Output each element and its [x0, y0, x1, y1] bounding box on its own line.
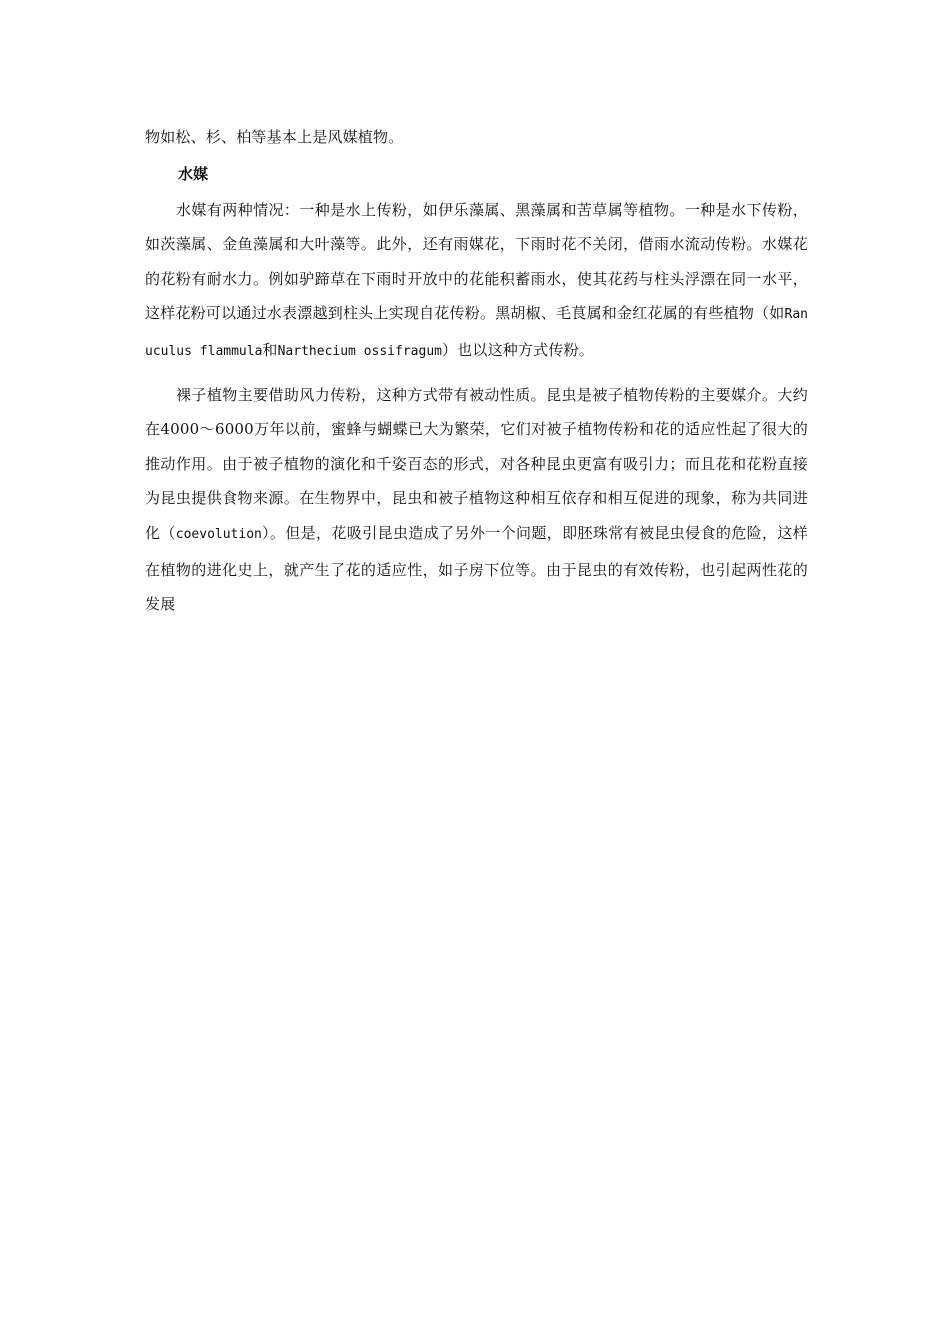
water-pollination-paragraph	[145, 193, 808, 370]
latin-term: coevolution	[175, 526, 262, 542]
intro-line: 物如松、杉、柏等基本上是风媒植物。	[145, 128, 404, 146]
gymnosperm-pollination-paragraph	[145, 378, 808, 622]
latin-species-name: Ranuculus flammula	[145, 307, 808, 359]
document-page	[145, 120, 808, 622]
paragraph-text: 和	[262, 340, 278, 359]
section-heading-water-pollination: 水媒	[178, 164, 209, 183]
latin-species-name: Narthecium ossifragum	[277, 343, 442, 359]
paragraph-text: 水媒有两种情况：一种是水上传粉，如伊乐藻属、黑藻属和苦草属等植物。一种是水下传粉，如茨藻属、金鱼藻属和大叶藻等。此外，还有雨媒花，下雨时花不关闭，借雨水流动传粉。水媒花的花粉有耐水力。例如驴蹄草在下雨时开放中的花能积蓄雨水，使其花药与柱头浮漂在同一水平，这样花粉可以通过水表漂越到柱头上实现自花传粉。黑胡椒、毛茛属和金红花属的有些植物（如	[145, 200, 808, 323]
paragraph-text: ）也以这种方式传粉。	[441, 340, 594, 359]
paragraph-text: 裸子植物主要借助风力传粉，这种方式带有被动性质。昆虫是被子植物传粉的主要媒介。大约在4000～6000万年以前，蜜蜂与蝴蝶已大为繁荣，它们对被子植物传粉和花的适应性起了很大的推动作用。由于被子植物的演化和千姿百态的形式，对各种昆虫更富有吸引力；而且花和花粉直接为昆虫提供食物来源。在生物界中，昆虫和被子植物这种相互依存和相互促进的现象，称为共同进化（	[145, 385, 808, 542]
paragraph-text: ）。但是，花吸引昆虫造成了另外一个问题，即胚珠常有被昆虫侵食的危险，这样在植物的进化史上，就产生了花的适应性，如子房下位等。由于昆虫的有效传粉，也引起两性花的发展	[145, 523, 808, 614]
